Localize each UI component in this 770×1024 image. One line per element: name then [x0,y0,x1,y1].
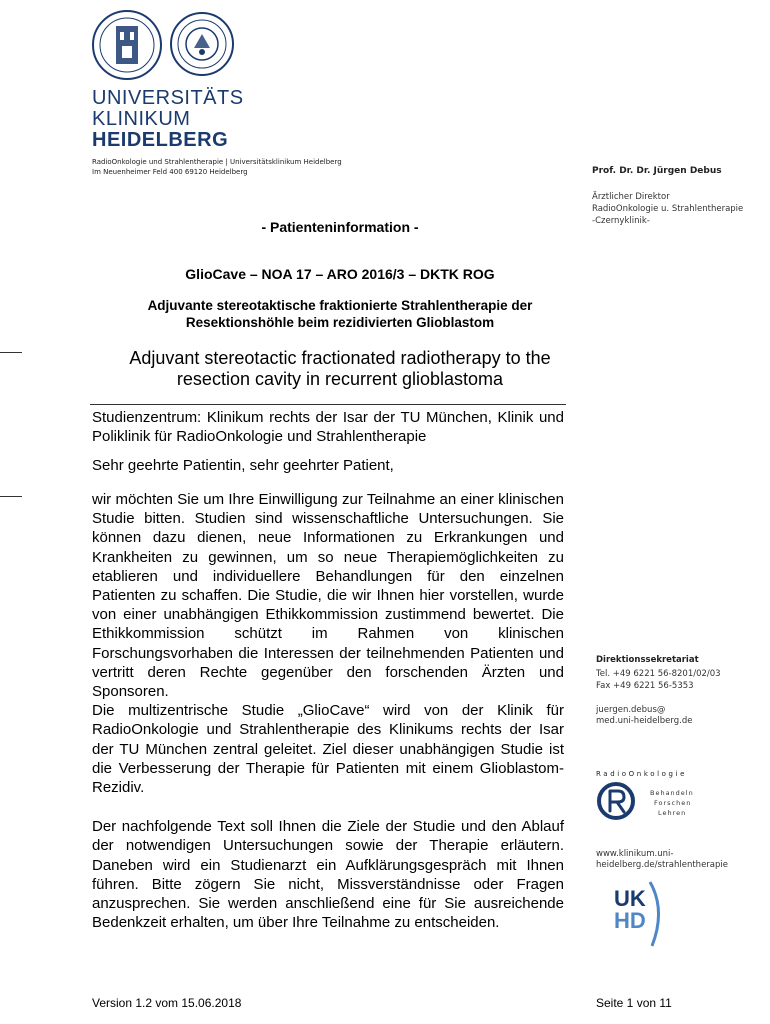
clinic-seal-icon [170,12,234,76]
radioonkologie-logo-icon [596,781,636,821]
salutation: Sehr geehrte Patientin, sehr geehrter Patient, [92,457,394,474]
ukhd-line-1: UK [614,886,646,911]
doctor-role-1: Ärztlicher Direktor [592,192,670,202]
ro-claim-1: Behandeln [650,789,694,797]
footer-version: Version 1.2 vom 15.06.2018 [92,996,242,1010]
logo-line-3: HEIDELBERG [92,129,229,151]
secretariat-title: Direktionssekretariat [596,655,699,665]
university-seal-icon [92,10,162,80]
study-center: Studienzentrum: Klinikum rechts der Isar der TU München, Klinik und Poliklinik für RadioOnkologie und Strahlentherapie [92,409,564,446]
paragraph-3: Der nachfolgende Text soll Ihnen die Ziele der Studie und den Ablauf der notwendigen Untersuchungen sowie der Therapie erläutern. Daneben wird ein Studienarzt ein Aufklärungsgespräch mit Ihnen führen. Bitte zögern Sie nicht, Missverständnisse oder Fragen anzusprechen. Sie werden anschließend eine für Sie ausreichende Bedenkzeit erhalten, um über Ihre Teilnahme zu entscheiden. [92,818,564,932]
ukhd-logo-icon [606,880,666,950]
logo-line-2: KLINIKUM [92,108,191,130]
german-title-line-2: Resektionshöhle beim rezidivierten Glioblastom [185,315,495,330]
fold-mark-bottom [0,496,22,497]
footer-page-number: Seite 1 von 11 [596,996,672,1010]
logo-line-1: UNIVERSITÄTS [92,87,244,109]
fold-mark-top [0,352,22,353]
divider-line [90,404,566,405]
secretariat-tel: Tel. +49 6221 56-8201/02/03 [596,669,721,679]
ro-claim-3: Lehren [658,809,687,817]
doc-heading: - Patienteninformation - [261,219,419,235]
website-line-1: www.klinikum.uni- [596,849,674,859]
doctor-role-2: RadioOnkologie u. Strahlentherapie [592,204,744,214]
email-line-1: juergen.debus@ [596,705,666,715]
study-title: GlioCave – NOA 17 – ARO 2016/3 – DKTK ROG [185,266,495,282]
english-title-line-2: resection cavity in recurrent glioblastoma [176,369,504,389]
doctor-role-3: -Czernyklinik- [592,216,650,226]
ro-claim-2: Forschen [654,799,692,807]
doctor-name: Prof. Dr. Dr. Jürgen Debus [592,166,722,176]
german-title-line-1: Adjuvante stereotaktische fraktionierte Strahlentherapie der [147,298,533,313]
paragraph-2: Die multizentrische Studie „GlioCave“ wird von der Klinik für RadioOnkologie und Strahlentherapie des Klinikums rechts der Isar der TU München zentral geleitet. Ziel dieser unabhängigen Studie ist die Verbesserung der Therapie für Patienten mit einem Glioblastom-Rezidiv. [92,702,564,797]
sender-line-1: RadioOnkologie und Strahlentherapie | Universitätsklinikum Heidelberg [92,158,342,166]
email-line-2: med.uni-heidelberg.de [596,716,693,726]
secretariat-fax: Fax +49 6221 56-5353 [596,681,694,691]
body-paragraphs [92,490,564,932]
website-line-2: heidelberg.de/strahlentherapie [596,860,728,870]
paragraph-1: wir möchten Sie um Ihre Einwilligung zur Teilnahme an einer klinischen Studie bitten. Studien sind wissenschaftliche Untersuchungen. Sie können dazu dienen, neue Informationen zu Erkrankungen und Krankheiten zu gewinnen, um so neue Therapiemöglichkeiten zu etablieren und individuellere Behandlungen für den einzelnen Patienten zu schaffen. Die Studie, die wir Ihnen hier vorstellen, wurde von einer unabhängigen Ethikkommission zustimmend bewertet. Die Ethikkommission schützt im Rahmen von klinischen Forschungsvorhaben die Interessen der teilnehmenden Patienten und vertritt deren Rechte gegenüber den forschenden Ärzten und Sponsoren. [92,491,564,701]
radioonkologie-brand: RadioOnkologie [596,770,688,778]
ukhd-line-2: HD [614,908,646,933]
sender-line-2: Im Neuenheimer Feld 400 69120 Heidelberg [92,168,248,176]
english-title-line-1: Adjuvant stereotactic fractionated radiotherapy to the [129,348,551,368]
